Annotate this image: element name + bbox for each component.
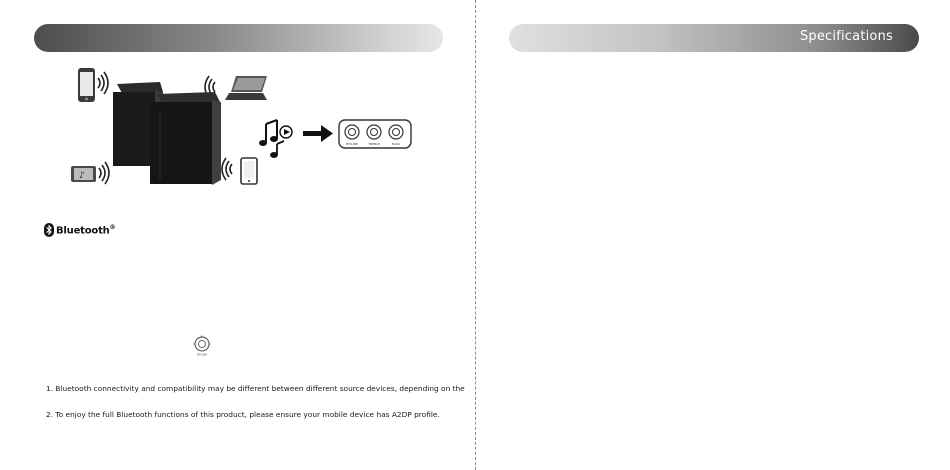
knob-label: BT/LINE	[196, 353, 208, 357]
bluetooth-icon	[44, 223, 54, 237]
speakers-icon	[113, 82, 221, 185]
note-2: 2. To enjoy the full Bluetooth functions of this product, please ensure your mobile device has A2DP profile.	[46, 410, 440, 419]
note-1: 1. Bluetooth connectivity and compatibility may be different between different source devices, depending on the	[46, 384, 465, 393]
control-label-bt-line: BT/LINE	[346, 142, 358, 146]
music-player-icon	[71, 162, 109, 184]
arrow-right-icon	[303, 125, 333, 142]
bluetooth-wordmark	[56, 224, 115, 236]
music-note-icon	[259, 120, 292, 158]
phone-icon	[78, 68, 108, 102]
bluetooth-logo	[44, 223, 115, 237]
svg-text:♪: ♪	[79, 171, 85, 181]
left-header-banner	[34, 24, 443, 52]
specifications-title: Specifications	[799, 29, 893, 44]
connection-illustration	[65, 62, 425, 192]
tablet-icon	[222, 158, 257, 184]
right-header-banner	[509, 24, 919, 52]
control-label-bass: BASS	[392, 142, 400, 146]
right-page	[476, 0, 950, 470]
control-label-treble: TREBLE	[368, 142, 380, 146]
registered-mark: ®	[109, 223, 116, 231]
input-knob-icon	[191, 335, 213, 357]
control-panel-icon	[339, 120, 411, 148]
bluetooth-word: Bluetooth	[56, 225, 110, 237]
